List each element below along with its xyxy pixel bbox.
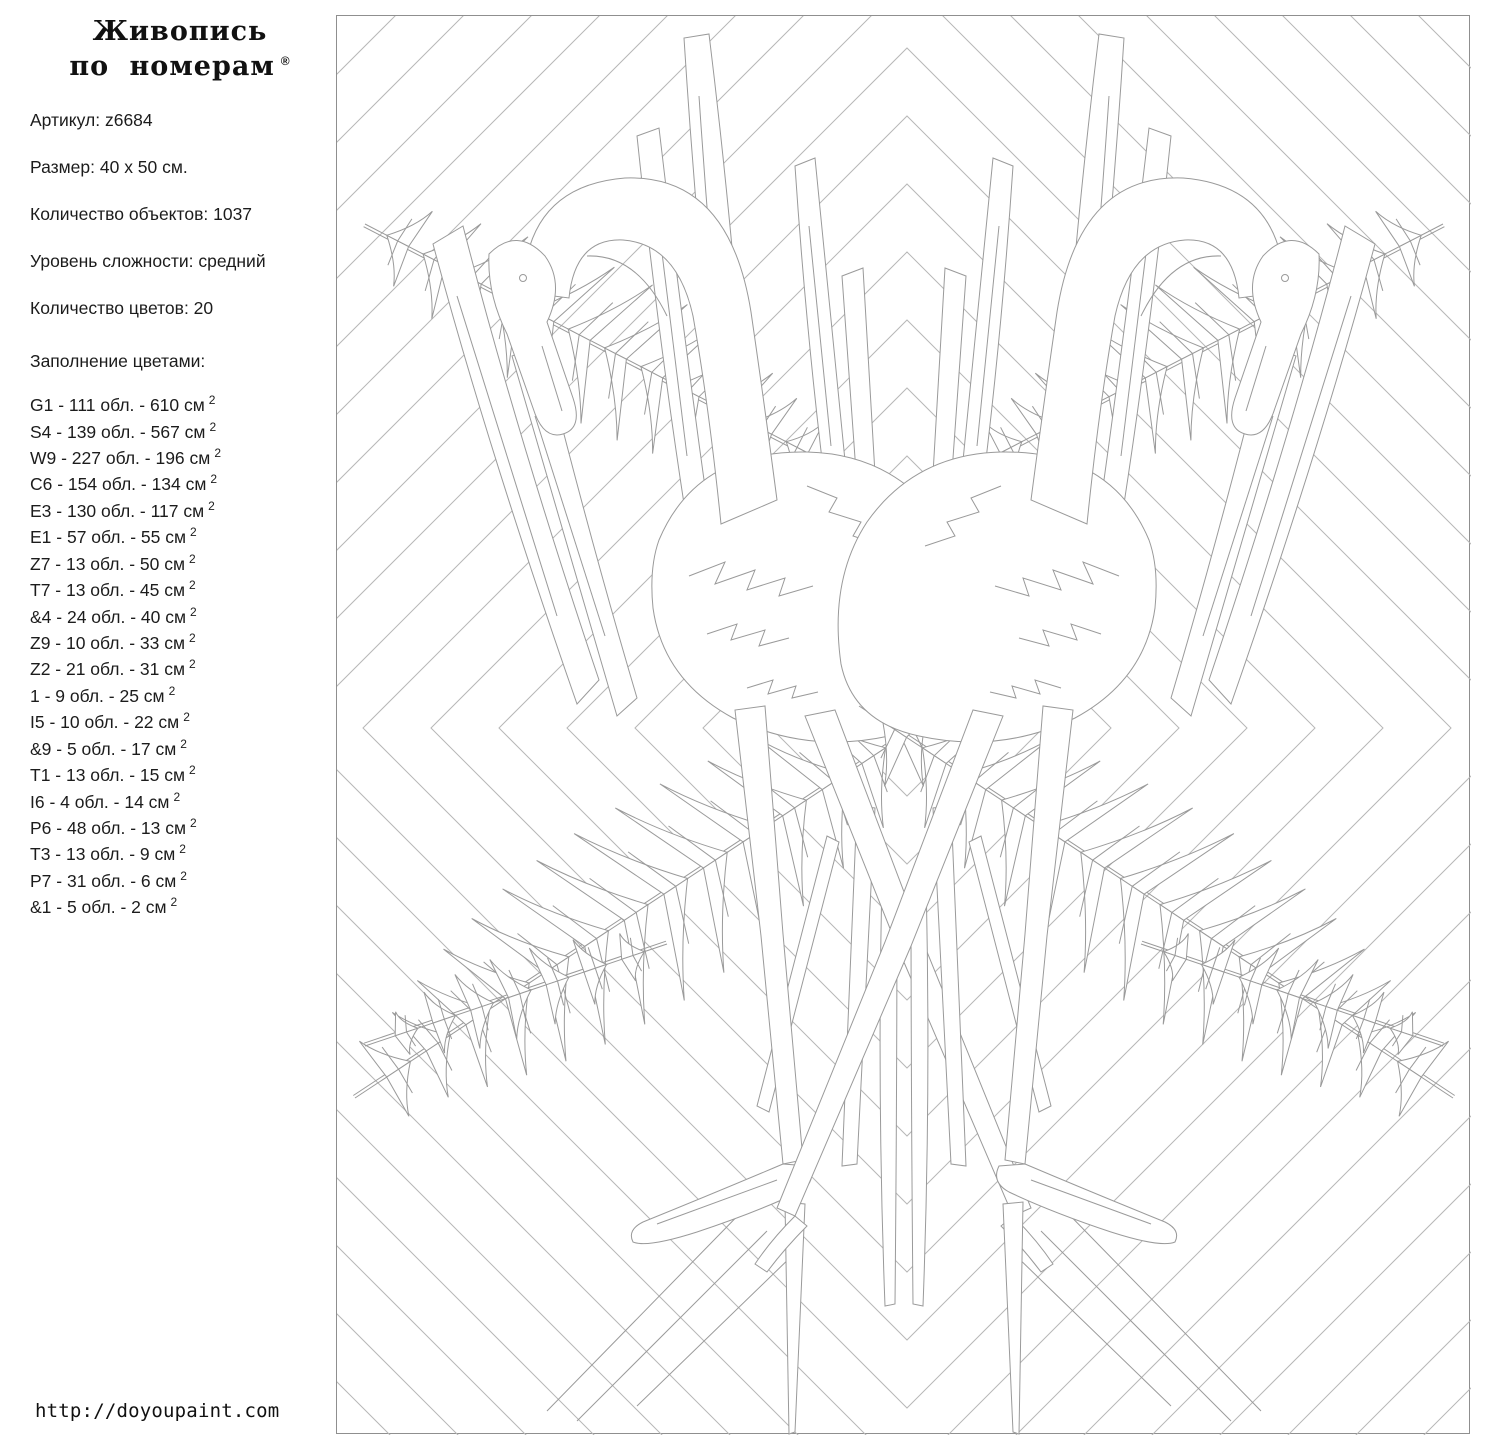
kit-details-list xyxy=(30,110,330,319)
square-superscript: 2 xyxy=(208,393,216,408)
color-usage-line: E3 - 130 обл. - 117 см $^2$ xyxy=(30,498,215,521)
color-usage-list xyxy=(30,390,330,918)
color-usage-line: &1 - 5 обл. - 2 см $^2$ xyxy=(30,895,178,918)
color-usage-line: T1 - 13 обл. - 15 см $^2$ xyxy=(30,763,196,785)
color-usage-line: S4 - 139 обл. - 567 см $^2$ xyxy=(30,419,217,442)
square-superscript: 2 xyxy=(168,683,176,698)
square-superscript: 2 xyxy=(189,578,196,593)
square-superscript: 2 xyxy=(190,604,197,619)
kit-detail-line: Уровень сложности: средний xyxy=(30,251,266,272)
square-superscript: 2 xyxy=(190,815,197,830)
color-usage-line: &4 - 24 обл. - 40 см $^2$ xyxy=(30,604,197,627)
color-usage-line: T3 - 13 обл. - 9 см $^2$ xyxy=(30,842,186,865)
website-url: http://doyoupaint.com xyxy=(35,1400,280,1422)
square-superscript: 2 xyxy=(180,868,187,883)
brand-line-1: Живопись xyxy=(92,16,268,47)
coloring-canvas xyxy=(336,15,1470,1434)
registered-trademark: ® xyxy=(280,54,291,69)
color-usage-line: T7 - 13 обл. - 45 см $^2$ xyxy=(30,578,196,600)
color-usage-line: P7 - 31 обл. - 6 см $^2$ xyxy=(30,868,187,891)
kit-detail-line: Размер: 40 х 50 см. xyxy=(30,157,188,178)
square-superscript: 2 xyxy=(180,736,187,751)
kit-detail-line: Артикул: z6684 xyxy=(30,110,153,131)
square-superscript: 2 xyxy=(183,710,190,725)
square-superscript: 2 xyxy=(179,842,186,857)
square-superscript: 2 xyxy=(209,419,217,434)
color-usage-line: C6 - 154 обл. - 134 см $^2$ xyxy=(30,472,218,495)
square-superscript: 2 xyxy=(210,472,218,487)
square-superscript: 2 xyxy=(190,525,197,540)
kit-detail-line: Количество цветов: 20 xyxy=(30,298,214,319)
brand-logo xyxy=(30,14,330,84)
color-usage-line: I6 - 4 обл. - 14 см $^2$ xyxy=(30,789,181,812)
square-superscript: 2 xyxy=(208,498,215,513)
color-usage-line: 1 - 9 обл. - 25 см $^2$ xyxy=(30,683,176,706)
square-superscript: 2 xyxy=(189,657,196,672)
fill-colors-header: Заполнение цветами: xyxy=(30,351,206,372)
square-superscript: 2 xyxy=(189,630,196,645)
square-superscript: 2 xyxy=(189,763,196,778)
color-usage-line: I5 - 10 обл. - 22 см $^2$ xyxy=(30,710,190,733)
info-panel xyxy=(30,14,330,919)
square-superscript: 2 xyxy=(189,551,196,566)
color-usage-line: G1 - 111 обл. - 610 см $^2$ xyxy=(30,393,216,416)
square-superscript: 2 xyxy=(170,895,178,910)
color-usage-line: W9 - 227 обл. - 196 см $^2$ xyxy=(30,446,221,468)
color-usage-line: E1 - 57 обл. - 55 см $^2$ xyxy=(30,525,197,548)
paint-by-numbers-line-art xyxy=(337,16,1471,1435)
color-usage-line: Z2 - 21 обл. - 31 см $^2$ xyxy=(30,657,196,680)
color-usage-line: Z9 - 10 обл. - 33 см $^2$ xyxy=(30,630,196,653)
square-superscript: 2 xyxy=(214,446,221,461)
square-superscript: 2 xyxy=(173,789,181,804)
color-usage-line: Z7 - 13 обл. - 50 см $^2$ xyxy=(30,551,196,574)
kit-detail-line: Количество объектов: 1037 xyxy=(30,204,253,225)
color-usage-line: &9 - 5 обл. - 17 см $^2$ xyxy=(30,736,187,759)
color-usage-line: P6 - 48 обл. - 13 см $^2$ xyxy=(30,815,197,838)
brand-line-2: по номерам ® xyxy=(69,51,291,83)
